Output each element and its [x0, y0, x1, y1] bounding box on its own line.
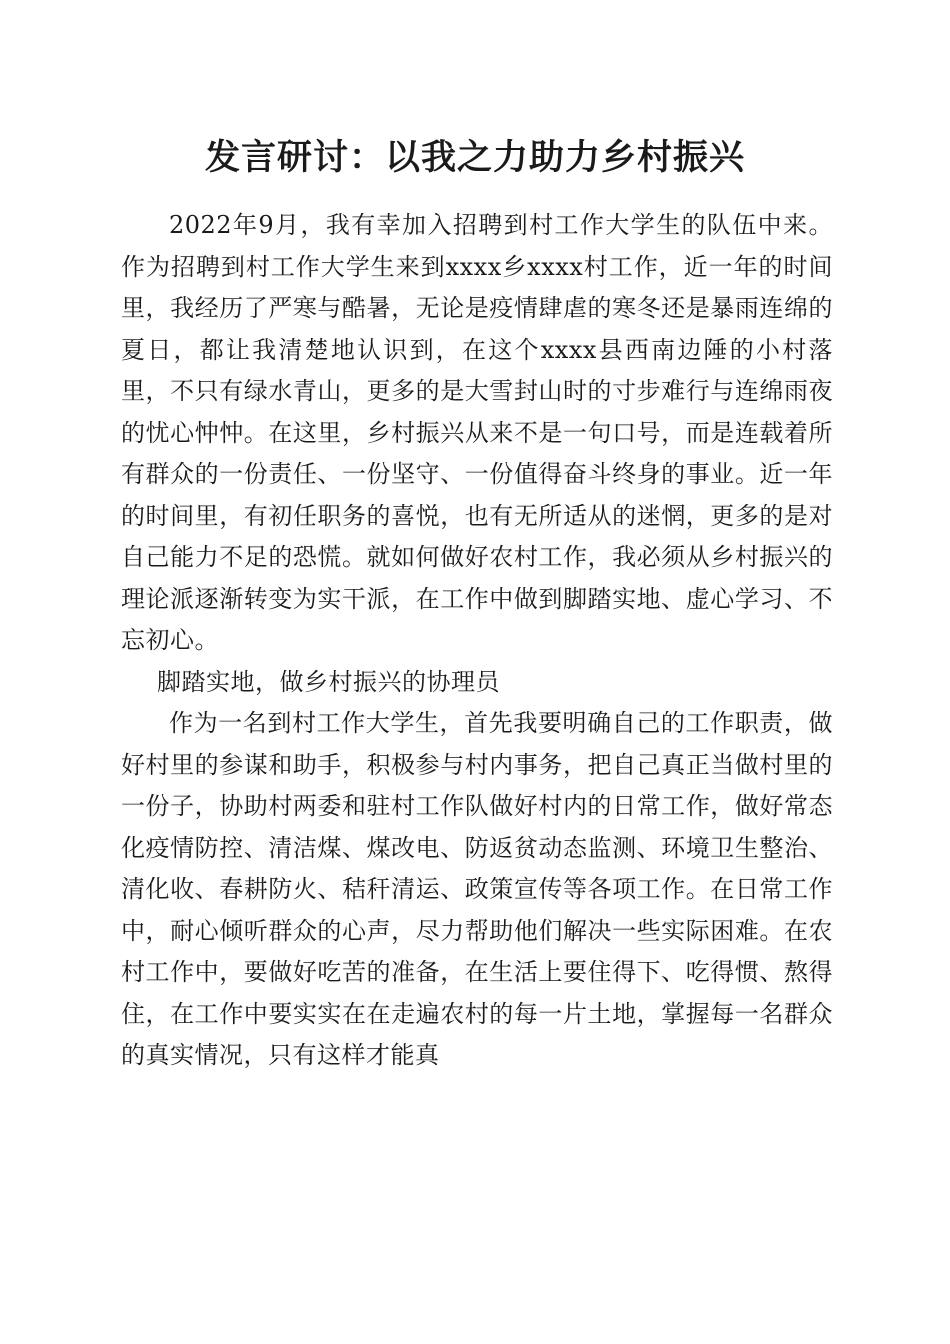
section-paragraph: 作为一名到村工作大学生，首先我要明确自己的工作职责，做好村里的参谋和助手，积极参与村内事务，把自己真正当做村里的一份子，协助村两委和驻村工作队做好村内的日常工作，做好常态化疫情防控、清洁煤、煤改电、防返贫动态监测、环境卫生整治、清化收、春耕防火、秸秆清运、政策宣传等各项工作。在日常工作中，耐心倾听群众的心声，尽力帮助他们解决一些实际困难。在农村工作中，要做好吃苦的准备，在生活上要住得下、吃得惯、熬得住，在工作中要实实在在走遍农村的每一片土地，掌握每一名群众的真实情况，只有这样才能真	[121, 709, 833, 1069]
document-body	[121, 205, 833, 1077]
intro-paragraph: 2022年9月，我有幸加入招聘到村工作大学生的队伍中来。作为招聘到村工作大学生来到xxxx乡xxxx村工作，近一年的时间里，我经历了严寒与酷暑，无论是疫情肆虐的寒冬还是暴雨连绵的夏日，都让我清楚地认识到，在这个xxxx县西南边陲的小村落里，不只有绿水青山，更多的是大雪封山时的寸步难行与连绵雨夜的忧心忡忡。在这里，乡村振兴从来不是一句口号，而是连载着所有群众的一份责任、一份坚守、一份值得奋斗终身的事业。近一年的时间里，有初任职务的喜悦，也有无所适从的迷惘，更多的是对自己能力不足的恐慌。就如何做好农村工作，我必须从乡村振兴的理论派逐渐转变为实干派，在工作中做到脚踏实地、虚心学习、不忘初心。	[121, 211, 833, 654]
section-heading: 脚踏实地，做乡村振兴的协理员	[157, 667, 500, 696]
document-title: 发言研讨：以我之力助力乡村振兴	[204, 137, 745, 178]
